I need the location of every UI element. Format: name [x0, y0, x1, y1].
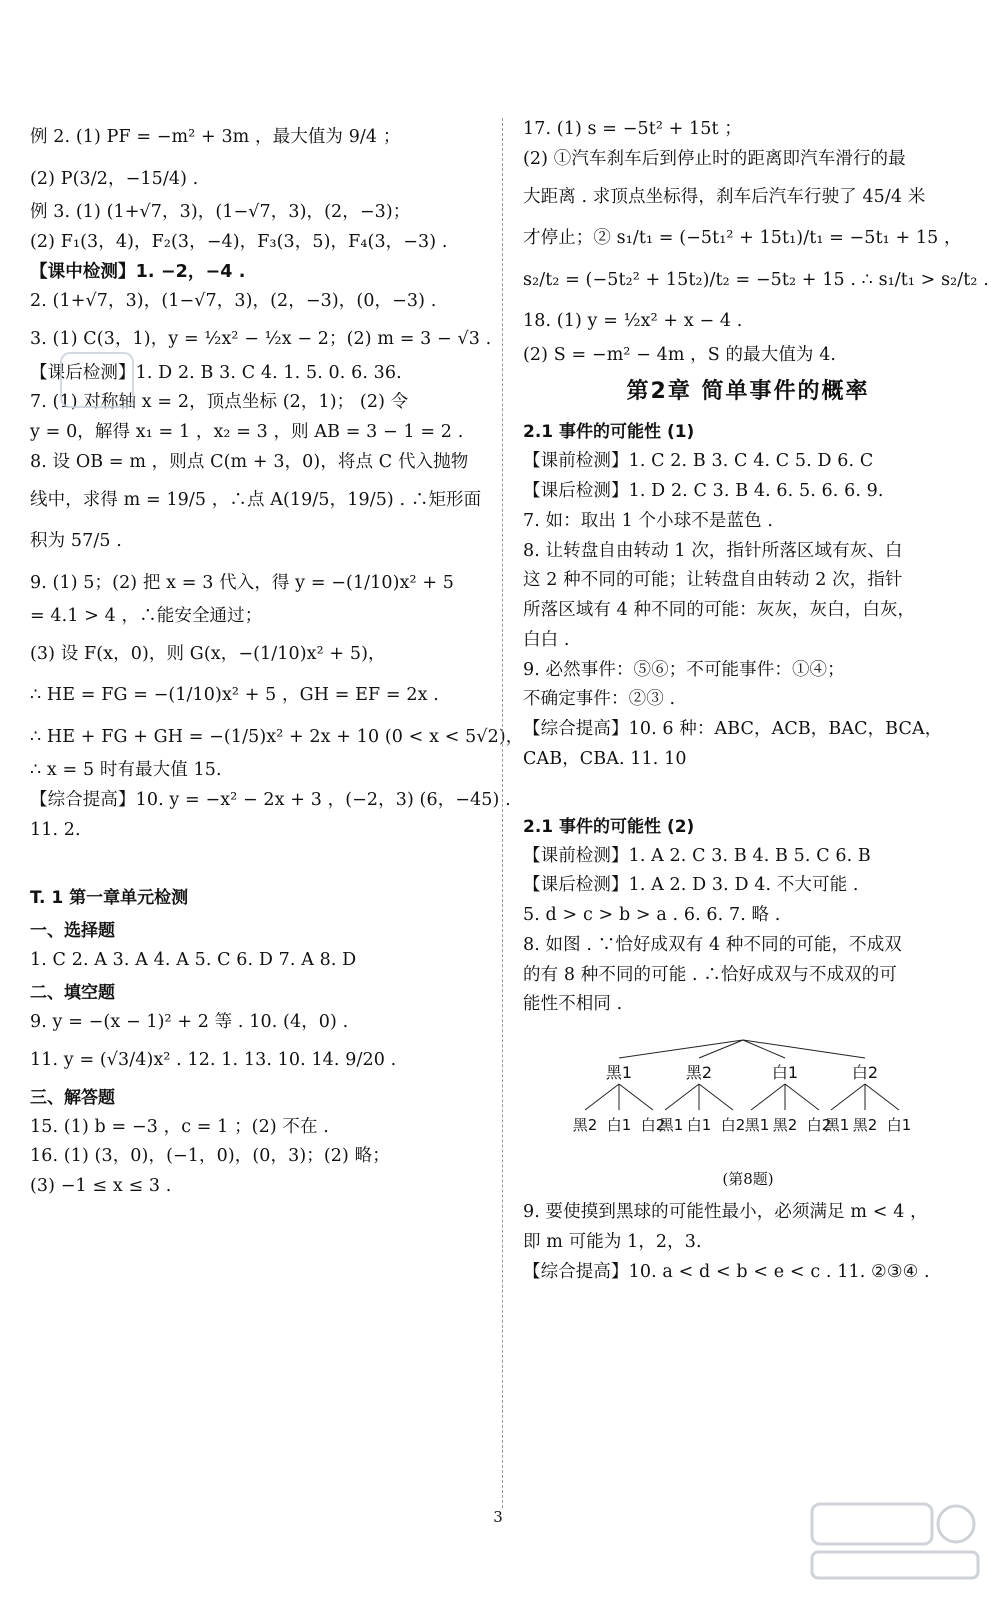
answer-line: (3) −1 ≤ x ≤ 3 .	[30, 1176, 172, 1196]
answer-line: 大距离 . 求顶点坐标得，刹车后汽车行驶了 45/4 米	[523, 186, 926, 207]
answer-line: = 4.1 > 4 ，∴能安全通过；	[30, 606, 263, 626]
watermark-stamp	[60, 352, 134, 408]
answer-line: 【课中检测】1. −2，−4 .	[30, 261, 246, 282]
answer-line: (2) F₁(3，4)，F₂(3，−4)，F₃(3，5)，F₄(3，−3) .	[30, 231, 448, 252]
answer-line: 【课后检测】1. A 2. D 3. D 4. 不大可能 .	[523, 875, 859, 896]
answer-line: CAB，CBA. 11. 10	[523, 748, 687, 769]
answer-line: 2. (1+√7，3)，(1−√7，3)，(2，−3)，(0，−3) .	[30, 291, 437, 312]
answer-line: 15. (1) b = −3 ，c = 1 ；(2) 不在 .	[30, 1116, 329, 1137]
tree-leaf: 白2	[806, 1116, 832, 1134]
tree-diagram	[523, 1038, 973, 1162]
answer-line: 11. y = (√3/4)x² . 12. 1. 13. 10. 14. 9/20 .	[30, 1050, 397, 1070]
tree-leaf: 白1	[606, 1116, 632, 1134]
answer-line: 9. (1) 5；(2) 把 x = 3 代入，得 y = −(1/10)x² + 5	[30, 572, 454, 593]
right-column	[523, 118, 989, 1290]
watermark-logo	[810, 1502, 980, 1582]
tree-leaf: 黑1	[744, 1116, 770, 1134]
answer-line: 8. 如图 . ∵恰好成双有 4 种不同的可能，不成双	[523, 934, 902, 955]
watermark-mark	[158, 1228, 272, 1279]
left-column	[30, 118, 524, 1205]
answer-line: 即 m 可能为 1，2，3.	[523, 1231, 702, 1252]
answer-line: (2) S = −m² − 4m ，S 的最大值为 4.	[523, 344, 837, 365]
tree-leaf: 白2	[640, 1116, 666, 1134]
answer-line: y = 0，解得 x₁ = 1 ，x₂ = 3 ，则 AB = 3 − 1 = 2 .	[30, 422, 464, 442]
answer-line: 能性不相同 .	[523, 994, 623, 1015]
answer-line: 7. 如：取出 1 个小球不是蓝色 .	[523, 510, 774, 531]
section-title: T. 1 第一章单元检测	[30, 887, 189, 908]
section-title: 2.1 事件的可能性 (1)	[523, 422, 695, 443]
subsection-title: 三、解答题	[30, 1087, 115, 1108]
answer-line: 例 3. (1) (1+√7，3)，(1−√7，3)，(2，−3)；	[30, 202, 411, 222]
answer-line: s₂/t₂ = (−5t₂² + 15t₂)/t₂ = −5t₂ + 15 . ∴ s₁/t₁ > s₂/t₂ .	[523, 269, 989, 290]
answer-line: 【课前检测】1. A 2. C 3. B 4. B 5. C 6. B	[523, 845, 871, 866]
answer-line: 1. C 2. A 3. A 4. A 5. C 6. D 7. A 8. D	[30, 949, 357, 970]
section-title: 2.1 事件的可能性 (2)	[523, 816, 695, 837]
answer-line: 9. 要使摸到黑球的可能性最小，必须满足 m < 4 ，	[523, 1202, 928, 1222]
answer-line: 18. (1) y = ½x² + x − 4 .	[523, 311, 743, 331]
answer-line: 8. 让转盘自由转动 1 次，指针所落区域有灰、白	[523, 540, 903, 561]
tree-node: 白1	[771, 1063, 799, 1082]
answer-line: 白白 .	[523, 629, 570, 650]
answer-line: 11. 2.	[30, 819, 81, 840]
tree-leaf: 黑1	[824, 1116, 850, 1134]
tree-node: 黑1	[605, 1063, 633, 1082]
answer-line: ∴ HE + FG + GH = −(1/5)x² + 2x + 10 (0 < x < 5√2)，	[30, 726, 524, 747]
answer-line: 【课后检测】1. D 2. B 3. C 4. 1. 5. 0. 6. 36.	[30, 362, 402, 383]
answer-line: 这 2 种不同的可能；让转盘自由转动 2 次，指针	[523, 570, 903, 591]
answer-line: ∴ HE = FG = −(1/10)x² + 5 ，GH = EF = 2x .	[30, 685, 439, 706]
answer-line: 8. 设 OB = m ，则点 C(m + 3，0)，将点 C 代入抛物	[30, 451, 469, 472]
answer-line: 例 2. (1) PF = −m² + 3m ，最大值为 9/4 ；	[30, 127, 401, 147]
answer-line: 的有 8 种不同的可能 . ∴恰好成双与不成双的可	[523, 964, 897, 985]
answer-line: 7. (1) 对称轴 x = 2，顶点坐标 (2，1)； (2) 令	[30, 392, 409, 413]
answer-line: (2) P(3/2，−15/4) .	[30, 168, 199, 189]
chapter-title: 第2章 简单事件的概率	[626, 379, 870, 405]
tree-leaf: 黑2	[572, 1116, 598, 1134]
answer-line: 不确定事件：②③ .	[523, 689, 676, 710]
answer-line: 9. y = −(x − 1)² + 2 等 . 10. (4，0) .	[30, 1012, 349, 1033]
subsection-title: 二、填空题	[30, 983, 115, 1004]
answer-line: 【综合提高】10. a < d < b < e < c . 11. ②③④ .	[523, 1261, 930, 1282]
column-divider	[502, 118, 503, 1508]
subsection-title: 一、选择题	[30, 920, 115, 941]
tree-leaf: 黑1	[658, 1116, 684, 1134]
tree-node: 黑2	[685, 1063, 713, 1082]
answer-line: 9. 必然事件：⑤⑥；不可能事件：①④；	[523, 659, 845, 680]
tree-leaf: 白2	[720, 1116, 746, 1134]
answer-line: 所落区域有 4 种不同的可能：灰灰，灰白，白灰，	[523, 600, 916, 620]
tree-leaf: 白1	[886, 1116, 912, 1134]
tree-leaf: 黑2	[772, 1116, 798, 1134]
answer-line: 16. (1) (3，0)，(−1，0)，(0，3)；(2) 略；	[30, 1146, 390, 1167]
answer-line: 积为 57/5 .	[30, 531, 122, 551]
tree-leaf: 白1	[686, 1116, 712, 1134]
answer-line: 【课后检测】1. D 2. C 3. B 4. 6. 5. 6. 6. 9.	[523, 481, 884, 501]
answer-line: 5. d > c > b > a . 6. 6. 7. 略 .	[523, 905, 781, 925]
answer-line: ∴ x = 5 时有最大值 15.	[30, 760, 222, 781]
tree-node: 白2	[851, 1063, 879, 1082]
answer-line: 3. (1) C(3，1)，y = ½x² − ½x − 2；(2) m = 3 − √3 .	[30, 329, 492, 349]
tree-leaf: 黑2	[852, 1116, 878, 1134]
answer-line: 才停止；② s₁/t₁ = (−5t₁² + 15t₁)/t₁ = −5t₁ + 15 ，	[523, 228, 962, 248]
answer-line: 【课前检测】1. C 2. B 3. C 4. C 5. D 6. C	[523, 451, 874, 472]
page-number: 3	[493, 1508, 503, 1526]
answer-line: (2) ①汽车刹车后到停止时的距离即汽车滑行的最	[523, 148, 906, 169]
figure-caption: (第8题)	[722, 1170, 774, 1188]
answer-line: (3) 设 F(x，0)，则 G(x，−(1/10)x² + 5)，	[30, 643, 386, 664]
answer-line: 线中，求得 m = 19/5 ，∴点 A(19/5，19/5) . ∴矩形面	[30, 489, 482, 510]
answer-line: 【综合提高】10. 6 种：ABC，ACB，BAC，BCA，	[523, 719, 943, 739]
answer-line: 【综合提高】10. y = −x² − 2x + 3 ，(−2，3) (6，−45) .	[30, 790, 511, 810]
answer-line: 17. (1) s = −5t² + 15t ；	[523, 119, 742, 139]
